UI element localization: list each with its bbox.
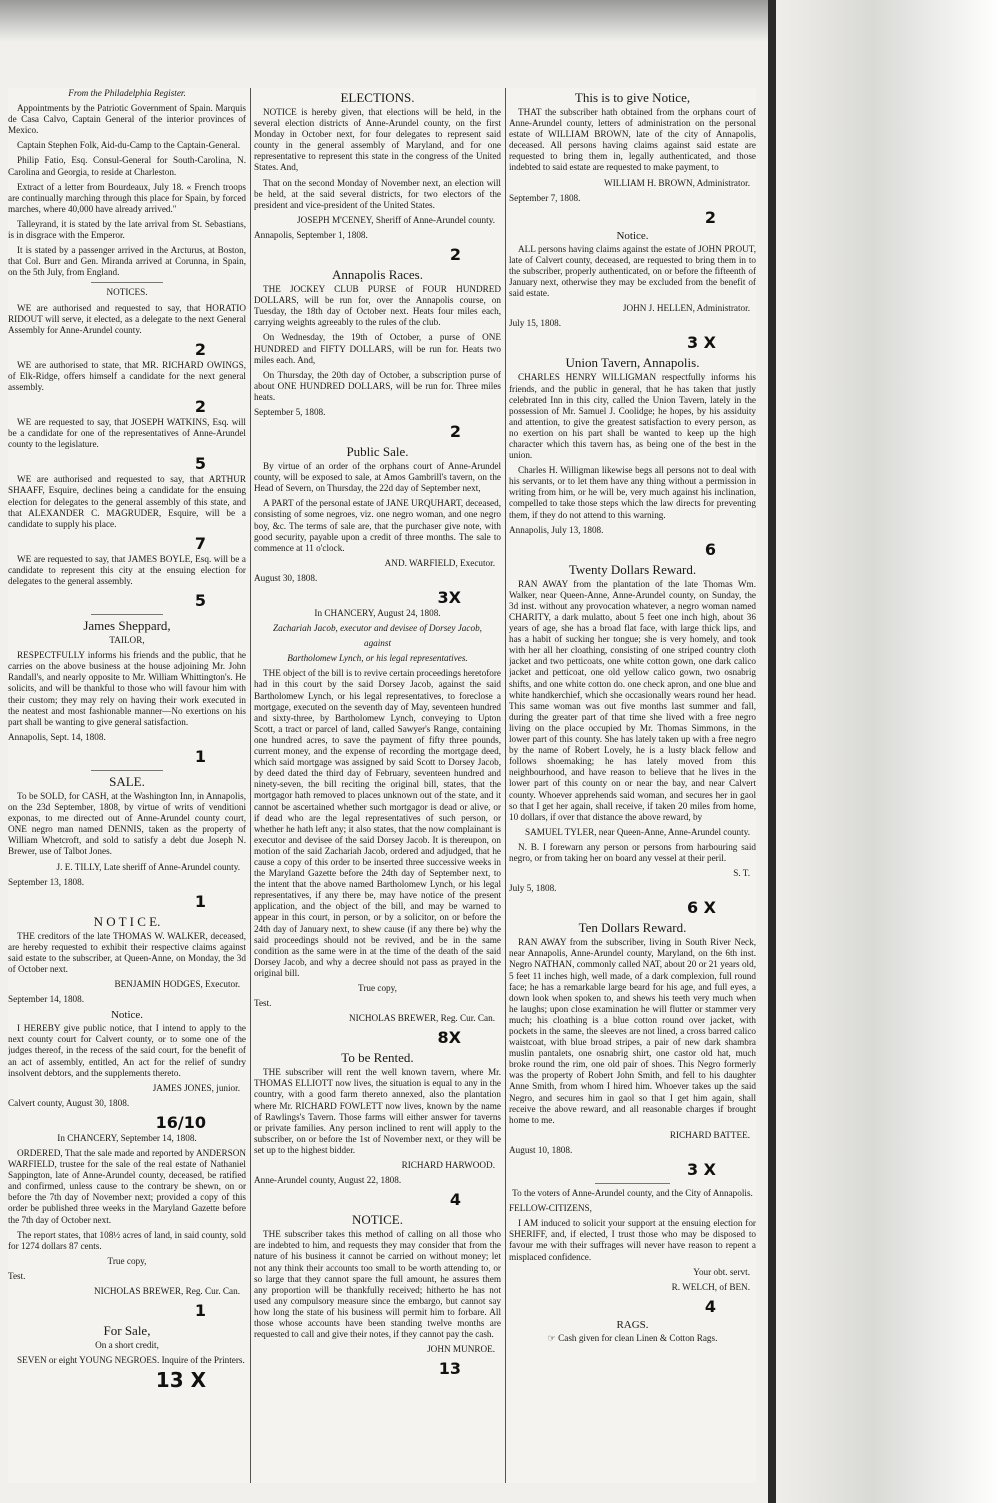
paragraph: Extract of a letter from Bourdeaux, July 18. « French troops are continually marching through this place for Spain, by forced marches, where 40,000 have already arrived." [8,181,246,214]
ad-signature: JOHN J. HELLEN, Administrator. [622,303,750,314]
paragraph: It is stated by a passenger arrived in the Arcturus, at Boston, that Col. Burr and Gen. Miranda arrived at Corunna, in Spain, on the 5th July, from England. [8,245,246,278]
ad-signature: NICHOLAS BREWER, Reg. Cur. Can. [94,1286,240,1297]
notice-paragraph: NOTICE is hereby given, that elections will be held, in the several election districts of Anne-Arundel county, on the first Monday in October next, for four delegates to represent said county in the general assembly of Maryland, and for one representative to represent this state in the congress of the United States. And, [254,107,501,173]
ad-body: SEVEN or eight YOUNG NEGROES. Inquire of the Printers. [17,1355,245,1366]
handwritten-mark: 1 [194,891,206,911]
handwritten-mark: 2 [449,422,461,442]
handwritten-mark: 2 [194,397,206,417]
ad-date: August 30, 1808. [254,572,318,583]
handwritten-mark: 13 X [155,1368,206,1393]
notice-paragraph: WE are requested to say, that JAMES BOYLE, Esq. will be a candidate to represent this city at the ensuing election for delegates to the general assembly. [8,553,246,586]
handwritten-mark: 3 X [686,333,716,353]
ad-heading: James Sheppard, [83,618,171,634]
handwritten-mark: 1 [194,1301,206,1321]
ad-date: September 14, 1808. [8,994,85,1005]
ad-subheading: TAILOR, [109,635,145,646]
ad-date: August 10, 1808. [509,1144,573,1155]
ad-body: On Thursday, the 20th day of October, a subscription purse of about ONE HUNDRED DOLLARS, will be run for. Three miles heats. [254,369,501,402]
divider [595,1183,669,1184]
ad-body: I HEREBY give public notice, that I intend to apply to the next county court for Calvert county, or to some one of the judges thereof, in the recess of the said court, for the benefit of an act of assembly, entitled, An act for the relief of sundry insolvent debtors, and the supplements thereto. [8,1023,246,1078]
ad-date: Annapolis, September 1, 1808. [254,229,368,240]
ad-note: Test. [8,1270,26,1281]
handwritten-mark: 1 [194,746,206,766]
ad-body: THE creditors of the late THOMAS W. WALKER, deceased, are hereby requested to exhibit their respective claims against said estate to the subscriber, at Queen-Anne, on Monday, the 3d of October next. [8,930,246,974]
notice-paragraph: WE are authorised to state, that MR. RICHARD OWINGS, of Elk-Ridge, offers himself a candidate for the next general assembly. [8,359,246,392]
handwritten-mark: 13 [438,1359,461,1379]
notice-paragraph: WE are requested to say, that JOSEPH WATKINS, Esq. will be a candidate for one of the representatives of Anne-Arundel county to the legislature. [8,417,246,450]
case-party: Zachariah Jacob, executor and devisee of Dorsey Jacob, [273,623,482,634]
handwritten-mark: 5 [194,454,206,474]
ad-signature: WILLIAM H. BROWN, Administrator. [604,177,750,188]
ad-heading: Union Tavern, Annapolis. [565,355,700,371]
ad-signature: JOSEPH M'CENEY, Sheriff of Anne-Arundel county. [297,214,495,225]
ad-heading: SALE. [109,773,145,789]
ad-date: September 7, 1808. [509,192,581,203]
handwritten-mark: 5 [194,591,206,611]
ad-heading: Twenty Dollars Reward. [568,561,697,577]
ad-body: RESPECTFULLY informs his friends and the public, that he carries on the above business at the house adjoining Mr. John Randall's, and nearly opposite to Mr. William Whittington's. He solicits, and will be thankful to those who will favour him with their custom; they may rely on having their work executed in the neatest and most fashionable manner—No exertions on his part shall be wanting to give general satisfaction. [8,650,246,727]
ad-body: THE JOCKEY CLUB PURSE of FOUR HUNDRED DOLLARS, will be run for, over the Annapolis course, on Tuesday, the 18th day of October next. Heats four miles each, carrying weights agreeably to the rules of the club. [254,284,501,328]
ad-heading: In CHANCERY, September 14, 1808. [57,1132,197,1143]
ad-body: On Wednesday, the 19th of October, a purse of ONE HUNDRED and FIFTY DOLLARS, will be run for. Heats two miles each. And, [254,332,501,365]
ad-heading: Notice. [616,229,649,242]
ad-signature: NICHOLAS BREWER, Reg. Cur. Can. [349,1013,495,1024]
divider [91,614,162,615]
ad-date: Annapolis, July 13, 1808. [509,524,604,535]
handwritten-mark: 2 [449,245,461,265]
newspaper-page [8,88,756,1483]
ad-subheading: FELLOW-CITIZENS, [509,1203,592,1214]
notice-paragraph: WE are authorised and requested to say, that HORATIO RIDOUT will serve, it elected, as a delegate to the next General Assembly for Anne-Arundel county. [8,302,246,335]
ad-body: THE subscriber takes this method of calling on all those who are indebted to him, and requests they may consider that from the nature of his business it cannot be carried on without money; let not any think their accounts too small to be worth attending to, or so large that they cannot spare the full amount, he assures them any proportion will be thankfully received; hitherto he has not used any compulsory measure since the embargo, but cannot say how long the state of his business will permit him to forbare. All those whose accounts have been standing twelve months are requested to call and give their notes, if they cannot pay the cash. [254,1229,501,1340]
handwritten-mark: 3X [437,588,461,607]
ad-date: July 15, 1808. [509,318,562,329]
column-3 [509,88,756,1483]
handwritten-mark: 4 [704,1296,716,1316]
ad-body: Charles H. Willigman likewise begs all persons not to deal with his servants, or to let them have any thing without a permission in writing from him, or he will be, very much against his inclination, compelled to take those steps which the law directs for preventing them, if they do not attend to this warning. [509,465,756,520]
ad-signature: J. E. TILLY, Late sheriff of Anne-Arundel county. [56,861,240,872]
ad-body: The report states, that 108½ acres of land, in said county, sold for 1274 dollars 87 cents. [8,1229,246,1251]
paragraph: Appointments by the Patriotic Government of Spain. Marquis de Casa Calvo, Captain General of the interior provinces of Mexico. [8,103,246,136]
source-line: From the Philadelphia Register. [68,88,186,98]
ad-note: True copy, [358,983,397,993]
ad-body: THAT the subscriber hath obtained from the orphans court of Anne-Arundel county, letters of administration on the personal estate of WILLIAM BROWN, late of the city of Annapolis, deceased. All persons having claims against said estate are requested to bring them in, legally authenticated, and those indebted to said estate are requested to make payment, to [509,107,756,173]
ad-heading: To be Rented. [341,1050,414,1066]
ad-heading: This is to give Notice, [574,90,691,105]
ad-signature: BENJAMIN HODGES, Executor. [114,979,240,990]
ad-note: Test. [254,998,272,1009]
ad-body: THE object of the bill is to revive certain proceedings heretofore had in this court by the said Dorsey Jacob, against the said Bartholomew Lynch, or his legal representatives, to foreclose a mortgage, executed on the seventh day of May, seventeen hundred and sixty-three, by Bartholomew Lynch, conveying to Upton Scott, a tract or parcel of land, called Sawyer's Range, containing one hundred acres, to save the payment of fifty three pounds, current money, and the expense of recording the mortgage deed, which said mortgage was assigned by said Scott to Dorsey Jacob, by deed dated the third day of February, seventeen hundred and ninety-seven, the bill reciting the original bill, states, that the mortgagor hath removed to places unknown out of the state, and it cannot be ascertained whether such mortgagor is dead or alive, or if dead who are the legal representatives of such person, or whether he hath left any; it also states, that the now complainant is executor and devisee of the said Dorsey Jacob. It is thereupon, on motion of the said Zachariah Jacob, ordered and adjudged, that he cause a copy of this order to be inserted three successive weeks in the Maryland Gazette before the 24th day of September next, to the intent that the above named Bartholomew Lynch, or his legal representatives, if any there be, may have notice of the present application, and the object of the bill, and may be warned to appear in this court, in person, or by a solicitor, on or before the 24th day of January next, to shew cause (if any there be) why the said proceedings should not be revived, and be in the same condition as the same were in at the time of the death of the said Dorsey Jacob, and why a decree should not pass as prayed in the original bill. [254,668,501,978]
ad-date: Annapolis, Sept. 14, 1808. [8,731,106,742]
ad-date: Calvert county, August 30, 1808. [8,1097,130,1108]
ad-signature: JAMES JONES, junior. [152,1082,240,1093]
divider [91,770,162,771]
case-party: against [363,638,392,649]
ad-body: I AM induced to solicit your support at the ensuing election for SHERIFF, and, if elected, I trust those who may be disposed to favour me with their suffrages will never have reason to repent a misplaced confidence. [509,1218,756,1262]
ad-body: ORDERED, That the sale made and reported by ANDERSON WARFIELD, trustee for the sale of the real estate of Nathaniel Sappington, late of Anne-Arundel county, deceased, be ratified and confirmed, unless cause to the contrary be shewn, on or before the 7th day of November next; provided a copy of this order be published three weeks in the Maryland Gazette before the 7th day of October next. [8,1148,246,1225]
ad-heading: For Sale, [103,1323,151,1339]
ad-signature: RICHARD HARWOOD. [401,1160,495,1171]
column-1 [8,88,246,1483]
ad-heading: Ten Dollars Reward. [578,920,687,936]
ad-date: September 13, 1808. [8,876,85,887]
ad-heading: To the voters of Anne-Arundel county, and the City of Annapolis. [512,1188,753,1199]
ad-subheading: On a short credit, [95,1340,159,1351]
ad-signature: SAMUEL TYLER, near Queen-Anne, Anne-Arundel county. [525,826,750,837]
column-rule [505,88,506,1483]
handwritten-mark: 16/10 [155,1112,206,1132]
notice-paragraph: WE are authorised and requested to say, that ARTHUR SHAAFF, Esquire, declines being a candidate for the ensuing election for delegates to the general assembly of this state, and that ALEXANDER C. MAGRUDER, Esquire, will be a candidate to supply his place. [8,474,246,529]
ad-body: THE subscriber will rent the well known tavern, where Mr. THOMAS ELLIOTT now lives, the situation is equal to any in the country, with a good farm thereto annexed, also the plantation where Mr. RICHARD FOWLETT now lives, known by the name of Rawlings's Tavern. Those farms will either answer for taverns or private families. Any person inclined to rent will apply to the subscriber, on or before the 1st of November next, or they will be set up to the highest bidder. [254,1067,501,1155]
column-2 [254,88,501,1483]
ad-heading: N O T I C E. [93,913,161,929]
column-rule [250,88,251,1483]
divider [91,282,162,283]
ad-signature: AND. WARFIELD, Executor. [384,557,495,568]
section-heading: ELECTIONS. [340,90,415,105]
handwritten-mark: 6 [704,539,716,559]
ad-body: RAN AWAY from the subscriber, living in South River Neck, near Annapolis, Anne-Arundel county, Maryland, on the 6th inst. Negro NATHAN, commonly called NAT, about 20 or 21 years old, 5 feet 11 inches high, well made, of a dark complexion, full round face; he has a remarkable large beard for his age, and full eyes, a down look when spoken to, and shews his teeth very much when he laughs; upon close examination he will flutter or stammer very much; his cloathing is a blue cotton round over jacket, with pockets in the same, the sleeves are not lined, a cross barred calico waistcoat, with blue broad stripes, a pair of new dark shambra muslin pantalets, one osnabrig shirt, one castor old hat, much broke round the rim, one old pair of shoes. This Negro formerly was the property of Robert John Smith, and fell to his daughter Anne Smith, from whom I hired him. Whoever takes up the said Negro, and secures him in gaol so that I get him again, shall receive the above reward, and all reasonable charges if brought home to me. [509,937,756,1125]
handwritten-mark: 4 [449,1190,461,1210]
ad-body: ☞ Cash given for clean Linen & Cotton Rags. [547,1332,718,1343]
paragraph: Philip Fatio, Esq. Consul-General for South-Carolina, N. Carolina and Georgia, to reside at Charleston. [8,155,246,177]
section-heading: NOTICES. [106,287,148,298]
ad-date: September 5, 1808. [254,406,326,417]
ad-signature: R. WELCH, of BEN. [671,1281,750,1292]
ad-signature: S. T. [733,868,750,879]
ad-note: True copy, [107,1255,147,1266]
ad-heading: In CHANCERY, August 24, 1808. [314,608,441,618]
ad-heading: Annapolis Races. [332,267,423,283]
handwritten-mark: 8X [437,1028,461,1048]
ad-heading: Notice. [110,1009,144,1022]
ad-body: RAN AWAY from the plantation of the late Thomas Wm. Walker, near Queen-Anne, Anne-Arundel county, on Sunday, the 3d inst. without any provocation whatever, a negro woman named CHARITY, a dark mulatto, about 5 feet one inch high, about 36 years of age, she has a broad flat face, with large thick lips, and has a habit of sucking her tongue; she is very homely, and took with her all her cloathing, consisting of one striped country cloth jacket and two petticoats, one white cotton gown, one dark calico jacket and petticoat, one old yellow calico gown, two osnabrig shifts, and one white cotton do. one check apron, and one blue and white handkerchief, which she occasionally wears round her head. This same woman was out five months last summer and fall, during the greater part of that time she lived with a free negro living on the place occupied by Mr. Thomas Simmons, in the lower part of this county. She has lately taken up with a free negro by the name of Robert Lovely, he is a lusty black fellow and follows shoemaking; he has lately moved from this neighbourhood, and have reason to believe that he lives in the lower part of this county on or near the bay, and near Calvert county. Whoever apprehends said woman, and secures her in gaol so that I get her again, shall receive, if taken 20 miles from home, 10 dollars, if over that distance the above reward, by [509,578,756,822]
handwritten-mark: 3 X [686,1160,716,1180]
notice-paragraph: That on the second Monday of November next, an election will be held, at the said several districts, for two electors of the president and vice-president of the United States. [254,177,501,210]
paragraph: Captain Stephen Folk, Aid-du-Camp to the Captain-General. [17,140,241,151]
handwritten-mark: 7 [194,533,206,553]
ad-signature: RICHARD BATTEE. [669,1129,750,1140]
ad-signature: JOHN MUNROE. [427,1344,495,1355]
ad-date: July 5, 1808. [509,883,557,894]
ad-heading: RAGS. [616,1318,649,1331]
ad-body: By virtue of an order of the orphans court of Anne-Arundel county, will be exposed to sale, at Amos Gambrill's tavern, on the Head of Severn, on Thursday, the 22d day of September next, [254,461,501,494]
scan-edge-right [768,0,1000,1503]
ad-heading: NOTICE. [352,1212,403,1228]
ad-body: To be SOLD, for CASH, at the Washington Inn, in Annapolis, on the 23d September, 1808, by virtue of writs of venditioni exponas, to me directed out of Anne-Arundel county court, ONE negro man named DENNIS, taken as the property of William Whetcroft, and sold to satisfy a debt due Joseph N. Brewer, use of Talbot Jones. [8,790,246,857]
handwritten-mark: 6 X [686,898,716,918]
ad-heading: Public Sale. [346,444,409,460]
ad-body: A PART of the personal estate of JANE URQUHART, deceased, consisting of some negroes, viz. one negro woman, and one negro boy, &c. The terms of sale are, that the purchaser give note, with good security, payable upon a credit of three months. The sale to commence at 11 o'clock. [254,498,501,553]
handwritten-mark: 2 [704,207,716,227]
handwritten-mark: 2 [194,339,206,359]
ad-body: CHARLES HENRY WILLIGMAN respectfully informs his friends, and the public in general, that he has taken that justly celebrated Inn in this city, called the Union Tavern, lately in the possession of Mr. Samuel J. Coolidge; he hopes, by his assiduity and attention, to give the greatest satisfaction to every person, as no exertion on his part shall be wanted to keep up the high character which this tavern has, as being one of the best in the union. [509,372,756,461]
case-party: Bartholomew Lynch, or his legal representatives. [287,653,468,664]
ad-body: N. B. I forewarn any person or persons from harbouring said negro, or from taking her on board any vessel at their peril. [509,841,756,863]
paragraph: Talleyrand, it is stated by the late arrival from St. Sebastians, is in disgrace with the Emperor. [8,218,246,241]
ad-date: Anne-Arundel county, August 22, 1808. [254,1175,402,1186]
ad-body: ALL persons having claims against the estate of JOHN PROUT, late of Calvert county, deceased, are requested to bring them in to the subscriber, properly authenticated, on or before the fifteenth of January next, otherwise they may be excluded from the benefit of said estate. [509,243,756,299]
ad-closing: Your obt. servt. [693,1266,750,1277]
